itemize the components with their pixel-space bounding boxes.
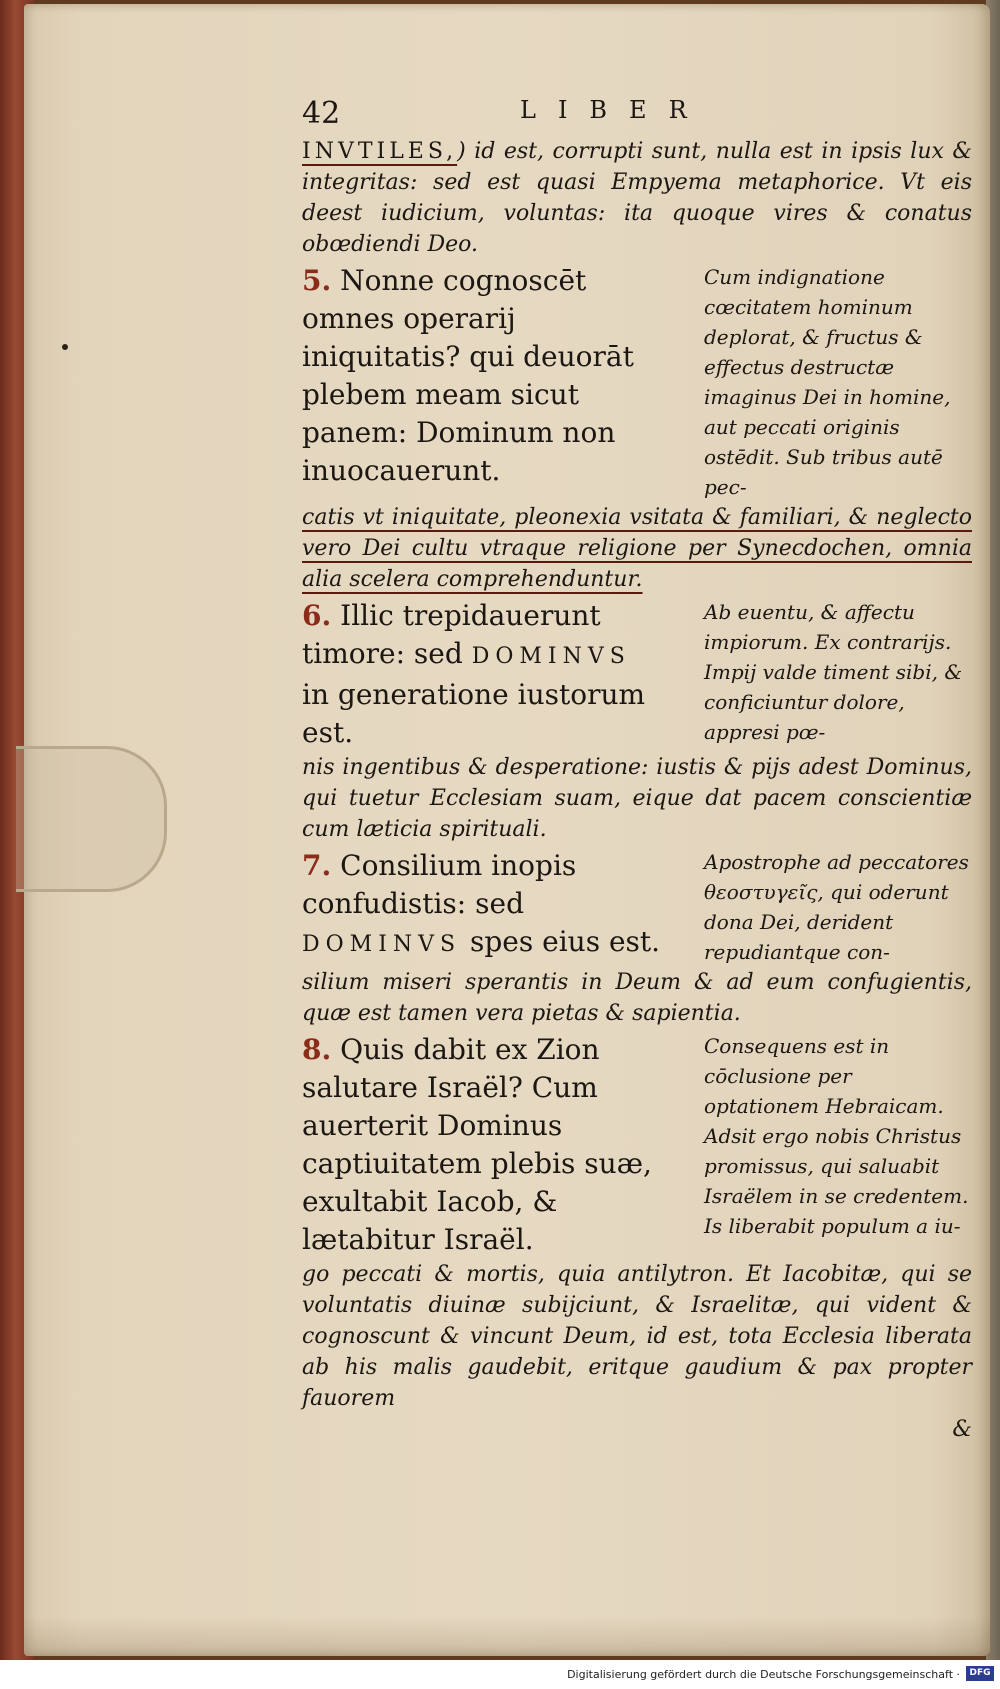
running-head-title: LIBER bbox=[520, 96, 709, 124]
page-edge-shadow bbox=[24, 1616, 990, 1656]
intro-text: ) id est, corrupti sunt, nulla est in ipsis lux & integritas: sed est quasi Empyema metaphorice. Vt eis deest iudicium, voluntas: ita quoque vires & conatus obœdiendi Deo. bbox=[302, 139, 972, 257]
verse-body: Nonne cognoscēt omnes operarij iniquitatis? qui deuorāt plebem meam sicut panem: Dominum non inuocauerunt. bbox=[302, 264, 634, 487]
intro-commentary bbox=[302, 136, 972, 260]
verse-body-end: in generatione iustorum est. bbox=[302, 678, 646, 749]
verse-8-note-continued: go peccati & mortis, quia antilytron. Et Iacobitæ, qui se voluntatis diuinæ subijciunt, & Israelitæ, qui vident & cognoscunt & vincunt Deum, id est, tota Ecclesia liberata ab his malis gaudebit, eritque gaudium & pax propter fauorem bbox=[302, 1262, 972, 1411]
funding-credit: Digitalisierung gefördert durch die Deutsche Forschungsgemeinschaft · bbox=[567, 1668, 960, 1681]
verse-smallcaps: DOMINVS bbox=[302, 932, 462, 957]
verse-5-text bbox=[302, 262, 662, 490]
verse-smallcaps: DOMINVS bbox=[471, 644, 631, 669]
verse-6 bbox=[302, 597, 972, 752]
verse-6-note: Ab euentu, & affectu impiorum. Ex contrarijs. Impij valde timent sibi, & conficiuntur dolore, appresi pœ- bbox=[704, 600, 963, 744]
verse-6-note-continued: nis ingentibus & desperatione: iustis & pijs adest Dominus, qui tuetur Ecclesiam suam, eique dat pacem conscientiæ cum læticia spirituali. bbox=[302, 755, 972, 842]
verse-5 bbox=[302, 262, 972, 502]
verse-number: 7. bbox=[302, 849, 332, 882]
dfg-logo-icon: DFG bbox=[966, 1666, 994, 1681]
verse-6-text bbox=[302, 597, 662, 752]
ink-spot bbox=[62, 344, 68, 350]
verse-body: Quis dabit ex Zion salutare Israël? Cum auerterit Dominus captiuitatem plebis suæ, exultabit Iacob, & lætabitur Israël. bbox=[302, 1033, 652, 1256]
verse-body: Consilium inopis confudistis: sed bbox=[302, 849, 577, 920]
verse-number: 6. bbox=[302, 599, 332, 632]
verse-7-note-continued: silium miseri sperantis in Deum & ad eum confugientis, quæ est tamen vera pietas & sapientia. bbox=[302, 970, 972, 1026]
page-text bbox=[302, 92, 972, 1445]
verse-number: 8. bbox=[302, 1033, 332, 1066]
catchword: & bbox=[952, 1417, 972, 1442]
verse-body: Illic trepidauerunt timore: sed bbox=[302, 599, 601, 670]
verse-8-note: Consequens est in cōclusione per optationem Hebraicam. Adsit ergo nobis Christus promissus, qui saluabit Israëlem in se credentem. Is liberabit populum a iu- bbox=[704, 1034, 969, 1238]
verse-7-text bbox=[302, 847, 662, 964]
book-page bbox=[24, 4, 990, 1656]
verse-7 bbox=[302, 847, 972, 967]
running-head bbox=[302, 92, 972, 136]
verse-8 bbox=[302, 1031, 972, 1259]
verse-5-note-continued: catis vt iniquitate, pleonexia vsitata & familiari, & neglecto vero Dei cultu vtraque religione per Synecdochen, omnia alia scelera comprehenduntur. bbox=[302, 505, 972, 592]
verse-7-note: Apostrophe ad peccatores θεοστυγεῖς, qui oderunt dona Dei, derident repudiantque con- bbox=[704, 850, 969, 964]
folio-number: 42 bbox=[302, 96, 341, 131]
digitization-footer bbox=[0, 1660, 1000, 1689]
intro-keyword: INVTILES, bbox=[302, 139, 458, 164]
clasp-mark bbox=[16, 746, 167, 892]
verse-8-text bbox=[302, 1031, 662, 1259]
verse-body-end: spes eius est. bbox=[470, 925, 661, 958]
verse-5-note: Cum indignatione cœcitatem hominum deplorat, & fructus & effectus destructæ imaginus Dei in homine, aut peccati originis ostēdit. Sub tribus autē pec- bbox=[704, 265, 951, 499]
verse-number: 5. bbox=[302, 264, 332, 297]
